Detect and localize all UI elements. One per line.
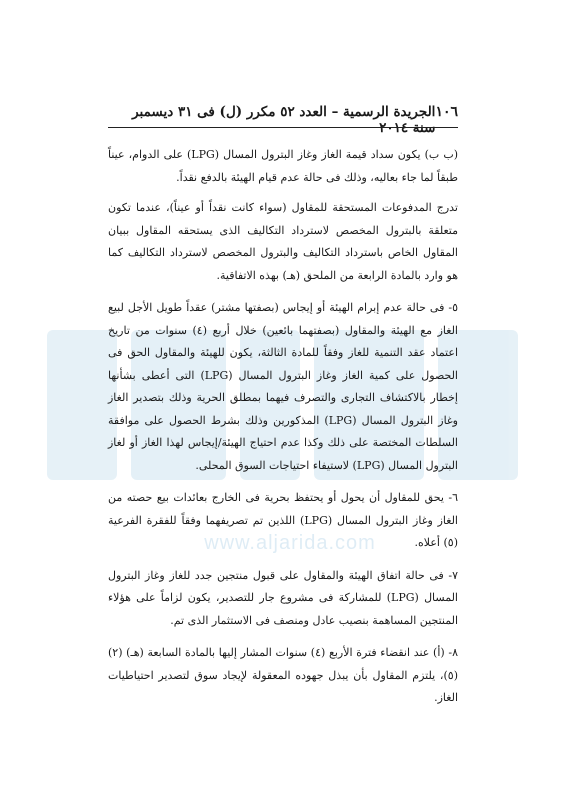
watermark-shape	[47, 330, 117, 480]
page-header	[108, 104, 458, 136]
paragraph-5: ٥- فى حالة عدم إبرام الهيئة أو إيجاس (بصفتها مشتر) عقداً طويل الأجل لبيع الغاز مع الهيئة والمقاول (بصفتهما بائعين) خلال أربع (٤) سنوات من تاريخ اعتماد عقد التنمية للغاز وفقاً للمادة الثالثة، يكون للهيئة والمقاول الحق فى الحصول على كمية الغاز وغاز البترول المسال (LPG) التى أعطى بشأنها إخطار بالاكتشاف التجارى والتصرف فيهما بمطلق الحرية وذلك بتصدير الغاز وغاز البترول المسال (LPG) المذكورين وذلك بشرط الحصول على موافقة السلطات المختصة على ذلك وكذا عدم احتياج الهيئة/إيجاس لهذا الغاز أو لغاز البترول المسال (LPG) لاستيفاء احتياجات السوق المحلى.	[108, 301, 458, 472]
watermark-url: www.aljarida.com	[204, 532, 376, 554]
paragraph-bb: (ب ب) يكون سداد قيمة الغاز وغاز البترول المسال (LPG) على الدوام، عيناً طبقاً لما جاء بعاليه، وذلك فى حالة عدم قيام الهيئة بالدفع نقداً.	[108, 148, 458, 184]
document-body	[108, 144, 458, 720]
header-rule	[108, 127, 458, 128]
paragraph-payments: تدرج المدفوعات المستحقة للمقاول (سواء كانت نقداً أو عيناً)، عندما تكون متعلقة بالبترول المخصص لاسترداد التكاليف الذى يستحقه المقاول ببيان المقاول الخاص باسترداد التكاليف والبترول المخصص لاسترداد التكاليف كما هو وارد بالمادة الرابعة من الملحق (هـ) بهذه الاتفاقية.	[108, 201, 458, 282]
paragraph-7: ٧- فى حالة اتفاق الهيئة والمقاول على قبول منتجين جدد للغاز وغاز البترول المسال (LPG) للمشاركة فى مشروع جار للتصدير، يكون لزاماً على هؤلاء المنتجين المساهمة بنصيب عادل ومنصف فى الاستثمار الذى تم.	[108, 568, 458, 627]
gazette-title: الجريدة الرسمية – العدد ٥٢ مكرر (ل) فى ٣١ ديسمبر سنة ٢٠١٤	[132, 104, 436, 136]
paragraph-6: ٦- يحق للمقاول أن يحول أو يحتفظ بحرية فى الخارج بعائدات بيع حصته من الغاز وغاز البترول المسال (LPG) اللذين تم تصريفهما وفقاً للفقرة الفرعية (٥) أعلاه.	[108, 491, 458, 549]
page-number: ١٠٦	[435, 104, 458, 120]
paragraph-8: ٨- (أ) عند انقضاء فترة الأربع (٤) سنوات المشار إليها بالمادة السابعة (هـ) (٢) (٥)، يلتزم المقاول بأن يبذل جهوده المعقولة لإيجاد سوق لتصدير احتياطيات الغاز.	[108, 646, 458, 704]
